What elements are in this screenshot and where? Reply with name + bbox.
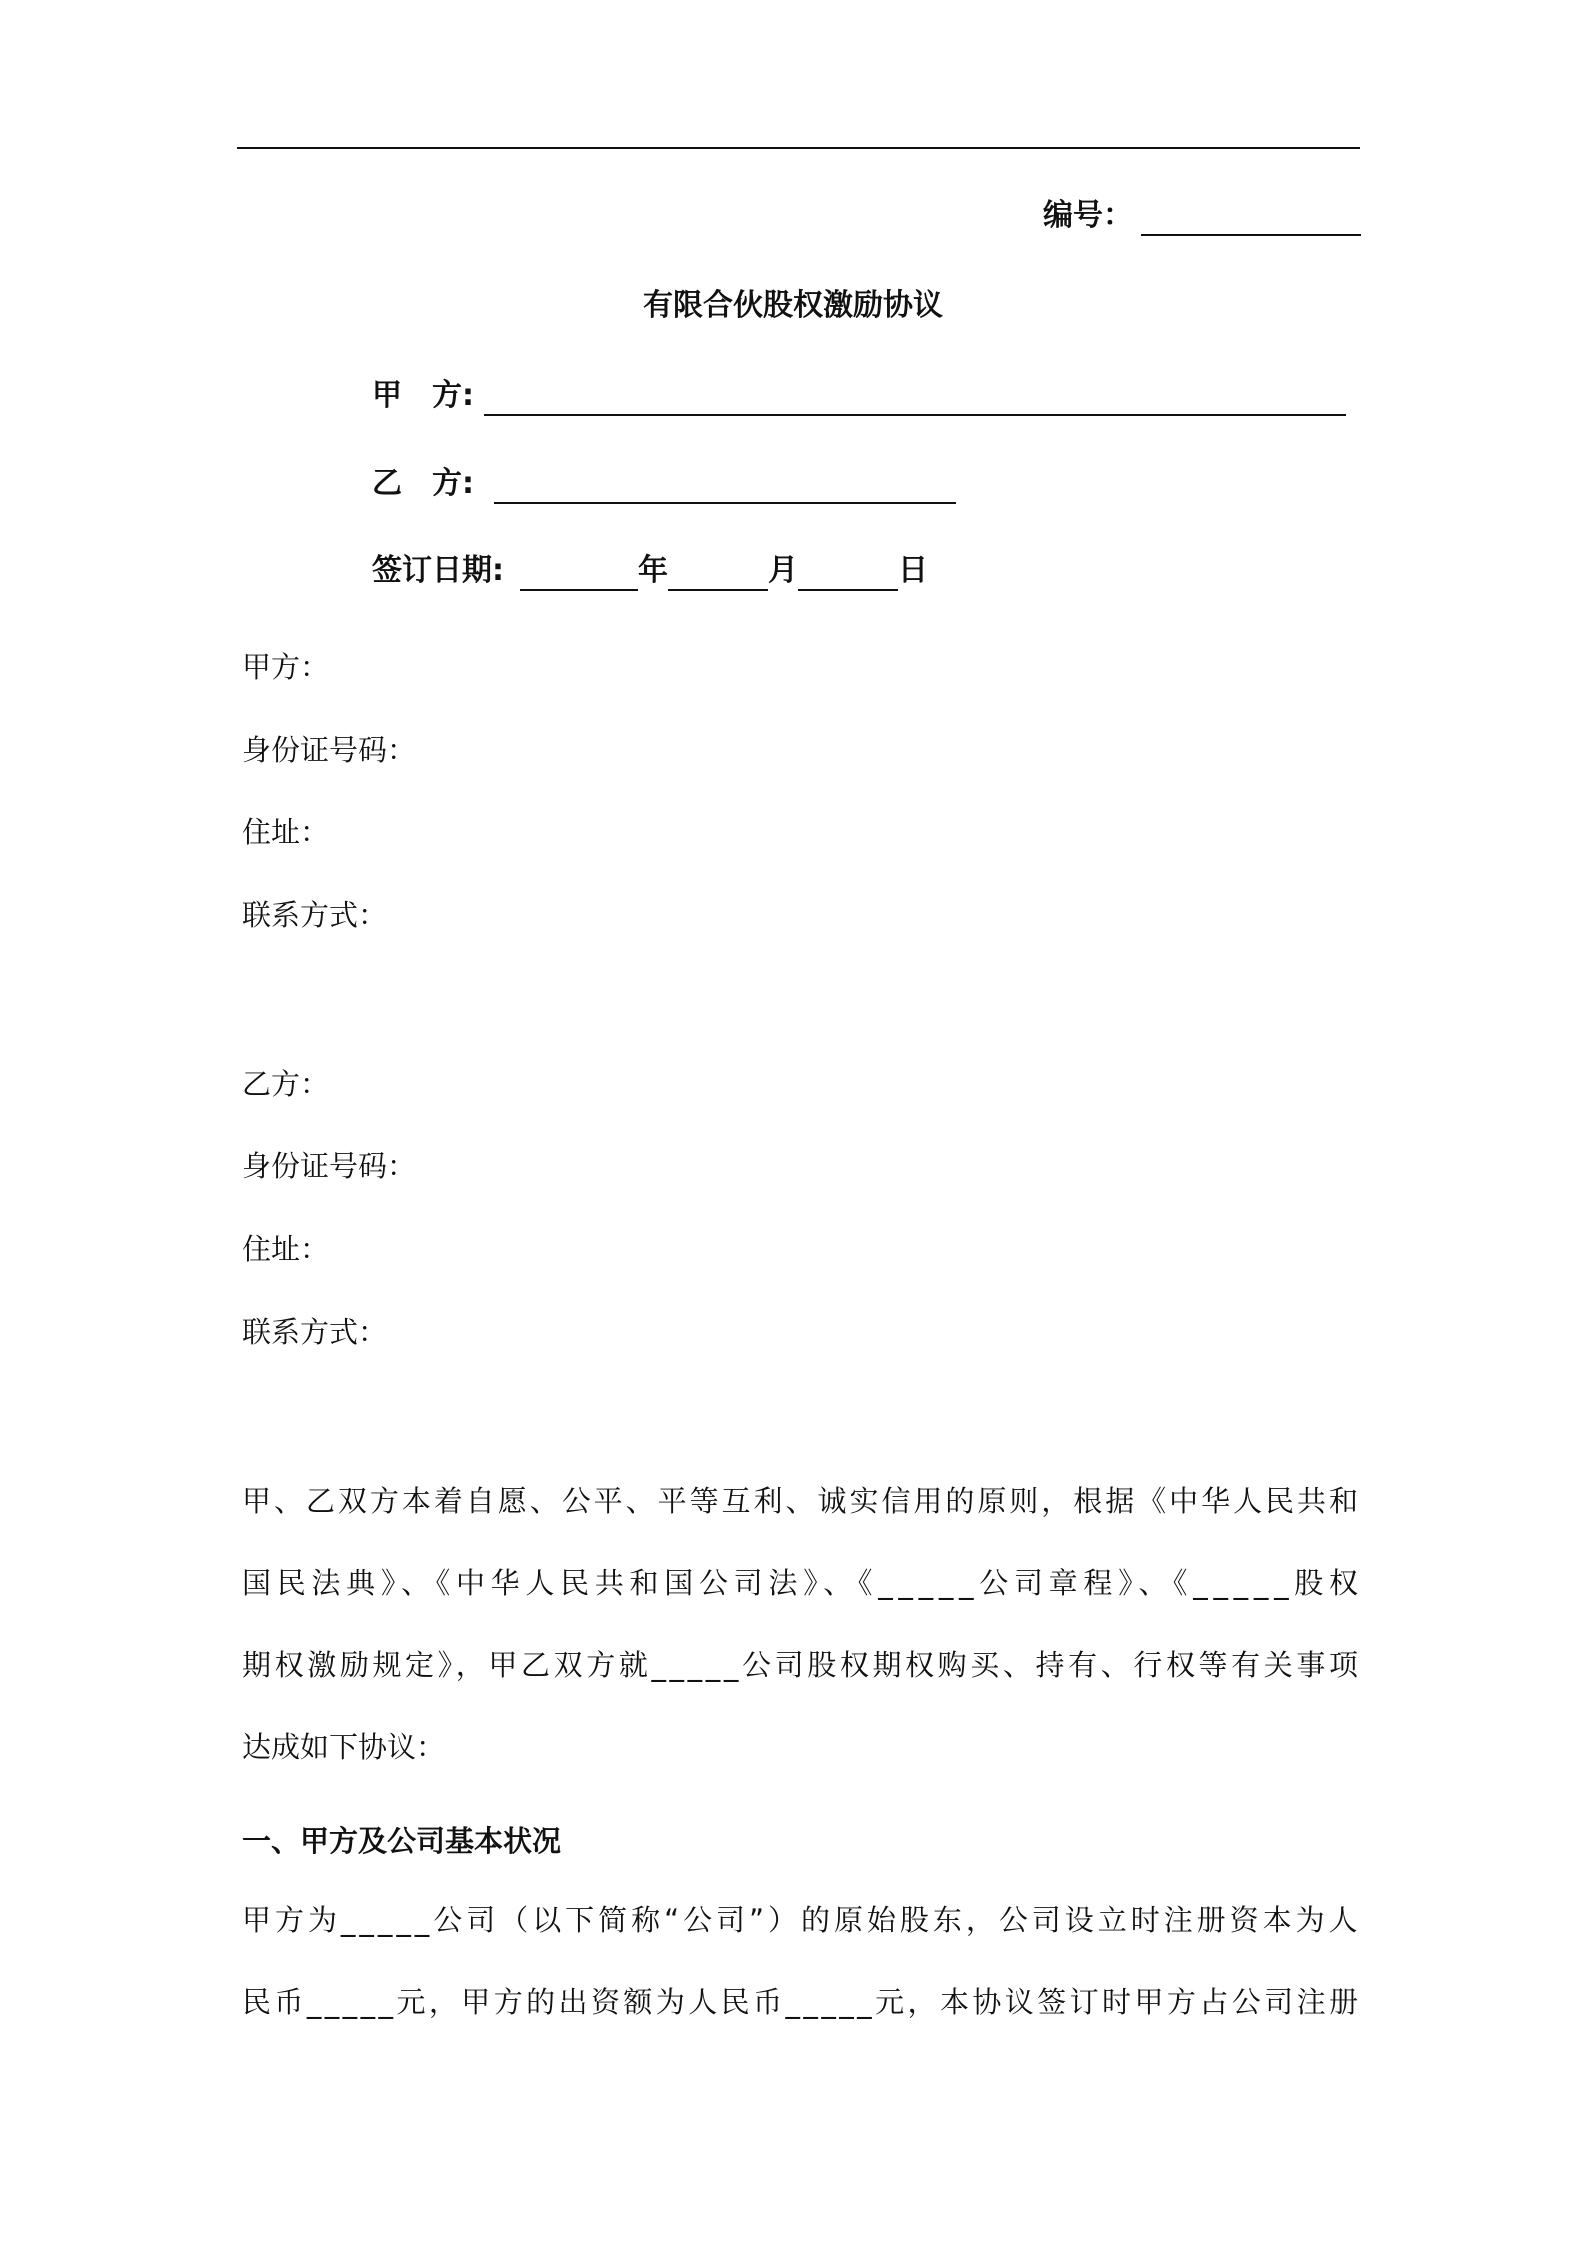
top-rule xyxy=(237,147,1360,149)
preamble-line: 期权激励规定》，甲乙双方就_____公司股权期权购买、持有、行权等有关事项 xyxy=(242,1648,1362,1682)
sign-month-blank xyxy=(668,559,768,591)
cover-party-a-label: 甲 方: xyxy=(372,378,474,413)
party-b-contact-label: 联系方式： xyxy=(242,1315,388,1349)
party-b-name-label: 乙方： xyxy=(242,1067,330,1101)
cover-party-a-row xyxy=(372,376,1346,416)
section-1-paragraph xyxy=(242,1879,1362,2043)
section-1-line: 民币_____元，甲方的出资额为人民币_____元，本协议签订时甲方占公司注册 xyxy=(242,1985,1362,2019)
preamble-line: 达成如下协议： xyxy=(242,1730,446,1764)
document-number-blank xyxy=(1141,204,1361,236)
document-title: 有限合伙股权激励协议 xyxy=(643,288,943,323)
party-b-address-label: 住址： xyxy=(242,1232,330,1266)
sign-year-label: 年 xyxy=(638,553,668,588)
sign-day-blank xyxy=(798,559,898,591)
sign-month-label: 月 xyxy=(768,553,798,588)
preamble-line: 国民法典》、《中华人民共和国公司法》、《_____公司章程》、《_____股权 xyxy=(242,1566,1364,1600)
cover-party-b-row xyxy=(372,464,956,504)
sign-day-label: 日 xyxy=(898,553,928,588)
party-a-contact-label: 联系方式： xyxy=(242,898,388,932)
party-a-id-label: 身份证号码： xyxy=(242,733,417,767)
party-a-address-label: 住址： xyxy=(242,815,330,849)
document-number-row xyxy=(1043,196,1361,236)
preamble-paragraph xyxy=(242,1460,1364,1788)
cover-party-b-blank xyxy=(494,472,956,504)
cover-party-b-label: 乙 方: xyxy=(372,466,474,501)
party-a-name-label: 甲方： xyxy=(242,650,330,684)
cover-sign-date-label: 签订日期: xyxy=(372,553,504,588)
preamble-line: 甲、乙双方本着自愿、公平、平等互利、诚实信用的原则，根据《中华人民共和 xyxy=(242,1484,1361,1518)
sign-year-blank xyxy=(520,559,638,591)
document-number-label: 编号： xyxy=(1043,198,1133,233)
cover-party-a-blank xyxy=(484,384,1346,416)
section-1-heading: 一、甲方及公司基本状况 xyxy=(242,1824,562,1858)
cover-sign-date-row xyxy=(372,551,928,591)
party-b-id-label: 身份证号码： xyxy=(242,1149,417,1183)
section-1-line: 甲方为_____公司（以下简称“公司”）的原始股东，公司设立时注册资本为人 xyxy=(242,1903,1362,1937)
